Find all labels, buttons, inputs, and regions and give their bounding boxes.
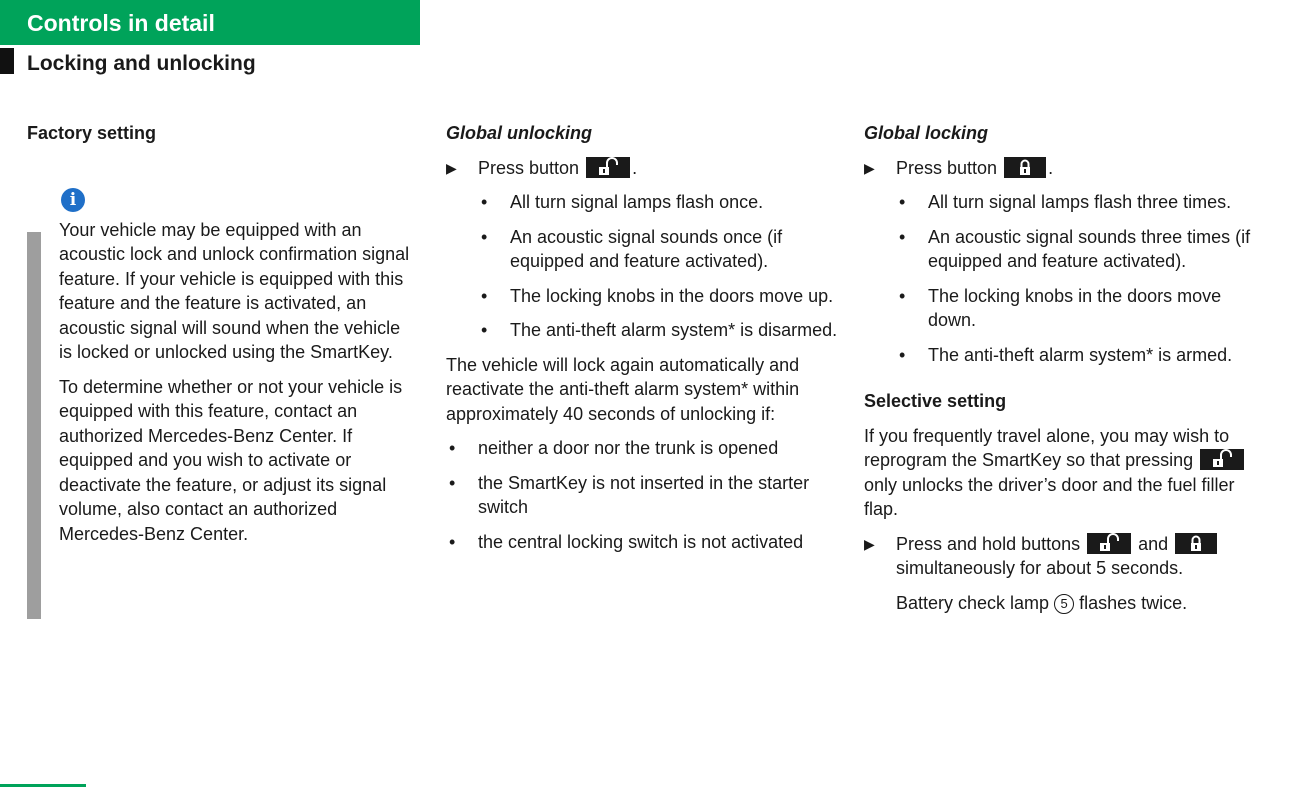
selective-result bbox=[864, 591, 1264, 616]
relock-conditions-list bbox=[446, 436, 846, 554]
list-item: • The anti-theft alarm system* is armed. bbox=[896, 343, 1264, 368]
selective-step-and: and bbox=[1138, 533, 1169, 554]
unlock-button-icon bbox=[1087, 533, 1131, 554]
list-item: • The locking knobs in the doors move up. bbox=[478, 284, 846, 309]
info-icon: i bbox=[61, 188, 85, 212]
lock-effects-list bbox=[896, 190, 1264, 367]
note-sidebar bbox=[27, 232, 41, 619]
info-note bbox=[27, 188, 417, 547]
column-global-locking bbox=[864, 121, 1264, 625]
factory-setting-heading: Factory setting bbox=[27, 123, 157, 143]
selective-intro-a: If you frequently travel alone, you may wish to reprogram the SmartKey so that pressing bbox=[864, 425, 1230, 470]
lock-button-icon bbox=[1175, 533, 1217, 554]
page-footer-rule bbox=[0, 784, 86, 787]
selective-step-a: Press and hold buttons bbox=[896, 533, 1081, 554]
selective-result-a: Battery check lamp bbox=[896, 592, 1050, 613]
selective-result-b: flashes twice. bbox=[1079, 592, 1188, 613]
column-factory-setting bbox=[27, 121, 417, 556]
section-marker bbox=[0, 48, 14, 74]
note-paragraph-2: To determine whether or not your vehicle is equipped with this feature, contact an authorized Mercedes-Benz Center. If equipped and you wish to activate or deactivate the feature, or adjust its signal volume, also contact an authorized Mercedes-Benz Center. bbox=[59, 376, 403, 544]
relock-paragraph: The vehicle will lock again automatically and reactivate the anti-theft alarm system* within approximately 40 seconds of unlocking if: bbox=[446, 354, 800, 424]
selective-intro bbox=[864, 424, 1264, 522]
unlock-step bbox=[446, 156, 846, 181]
unlock-effects-list bbox=[478, 190, 846, 343]
list-item: • the central locking switch is not activated bbox=[446, 530, 846, 555]
unlock-button-icon bbox=[1200, 449, 1244, 470]
lock-step bbox=[864, 156, 1264, 181]
chapter-header bbox=[0, 0, 420, 45]
global-locking-heading: Global locking bbox=[864, 123, 989, 143]
list-item: • An acoustic signal sounds three times (if equipped and feature activated). bbox=[896, 225, 1264, 274]
step-arrow-icon: ▶ bbox=[446, 159, 457, 176]
global-unlocking-heading: Global unlocking bbox=[446, 123, 593, 143]
column-global-unlocking bbox=[446, 121, 846, 564]
selective-step-b: simultaneously for about 5 seconds. bbox=[896, 558, 1184, 578]
note-paragraph-1: Your vehicle may be equipped with an acoustic lock and unlock confirmation signal feature. If your vehicle is equipped with this feature and the feature is activated, an acoustic signal will sound when the vehicle is locked or unlocked using the SmartKey. bbox=[59, 219, 410, 362]
list-item: • All turn signal lamps flash three times. bbox=[896, 190, 1264, 215]
list-item: • An acoustic signal sounds once (if equipped and feature activated). bbox=[478, 225, 846, 274]
step-arrow-icon: ▶ bbox=[864, 159, 875, 176]
chapter-title: Controls in detail bbox=[27, 10, 215, 36]
list-item: • the SmartKey is not inserted in the starter switch bbox=[446, 471, 846, 520]
battery-lamp-number: 5 bbox=[1054, 594, 1074, 614]
selective-step bbox=[864, 532, 1264, 581]
unlock-button-icon bbox=[586, 157, 630, 178]
lock-button-icon bbox=[1004, 157, 1046, 178]
list-item: • neither a door nor the trunk is opened bbox=[446, 436, 846, 461]
selective-intro-b: only unlocks the driver’s door and the fuel filler flap. bbox=[864, 474, 1235, 519]
lock-step-text: Press button bbox=[896, 157, 998, 178]
unlock-step-text: Press button bbox=[478, 157, 580, 178]
list-item: • All turn signal lamps flash once. bbox=[478, 190, 846, 215]
lock-step-end: . bbox=[1048, 157, 1054, 178]
step-arrow-icon: ▶ bbox=[864, 535, 875, 552]
section-title: Locking and unlocking bbox=[27, 52, 256, 75]
unlock-step-end: . bbox=[632, 157, 638, 178]
selective-setting-heading: Selective setting bbox=[864, 391, 1007, 411]
list-item: • The anti-theft alarm system* is disarmed. bbox=[478, 318, 846, 343]
list-item: • The locking knobs in the doors move down. bbox=[896, 284, 1264, 333]
